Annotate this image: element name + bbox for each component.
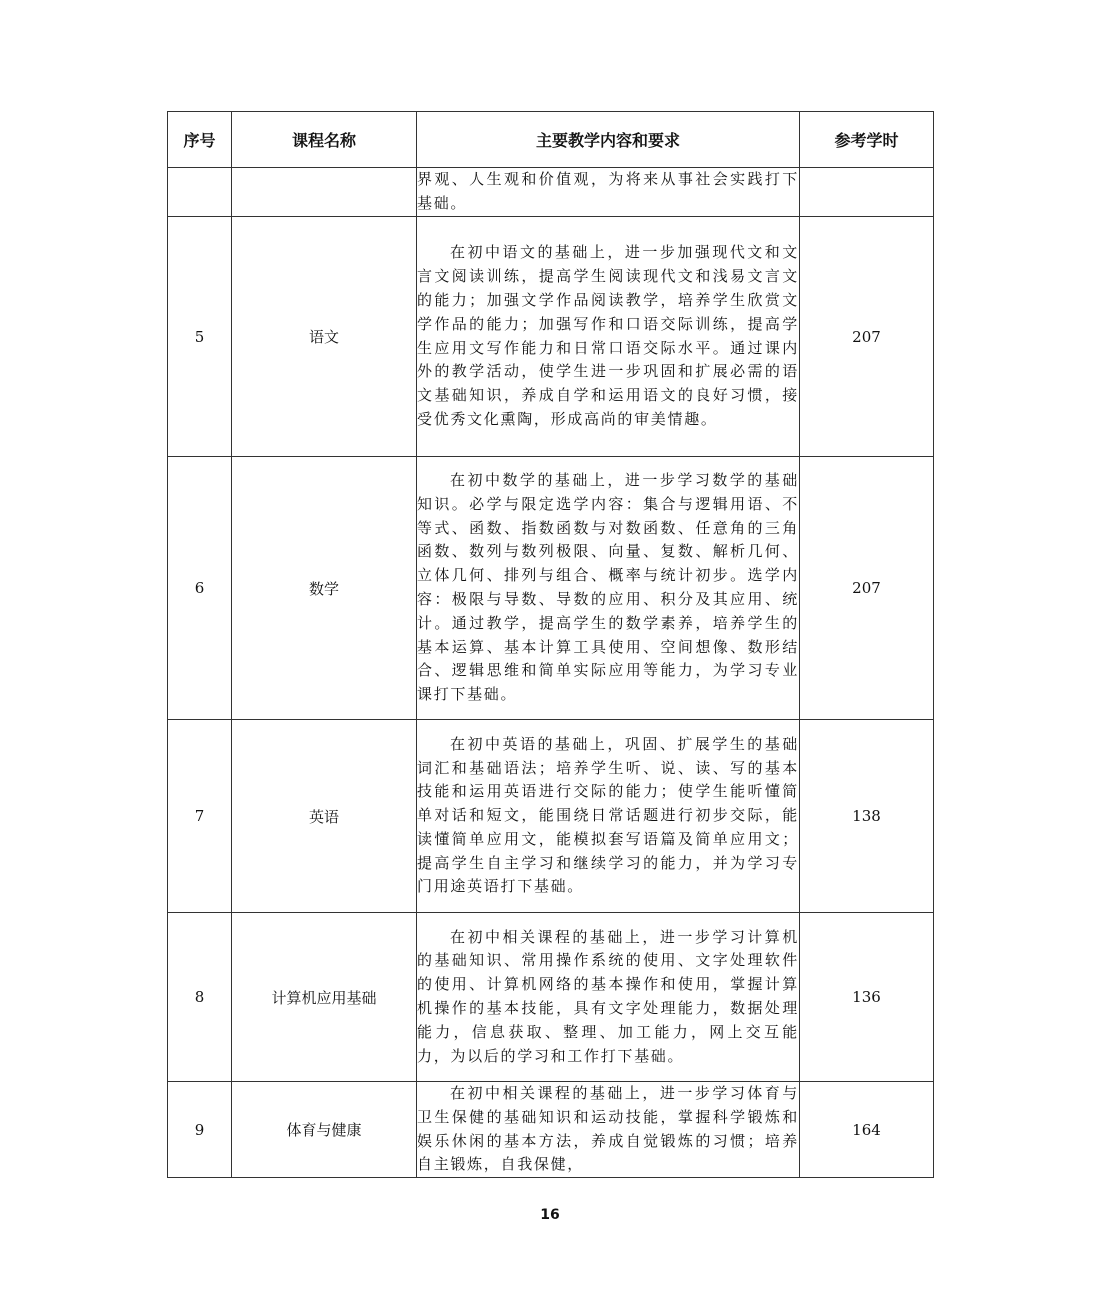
row-course-name: 英语 (232, 720, 417, 913)
row-num (168, 168, 232, 217)
row-content-cell (417, 1082, 800, 1178)
row-num: 8 (168, 913, 232, 1082)
row-content-cell (417, 457, 800, 720)
header-content: 主要教学内容和要求 (417, 112, 800, 168)
row-num: 9 (168, 1082, 232, 1178)
row-num: 7 (168, 720, 232, 913)
row-course-name (232, 168, 417, 217)
row-num: 6 (168, 457, 232, 720)
row-hours: 207 (800, 457, 934, 720)
row-content: 在初中相关课程的基础上，进一步学习体育与卫生保健的基础知识和运动技能，掌握科学锻炼和娱乐休闲的基本方法，养成自觉锻炼的习惯；培养自主锻炼，自我保健， (417, 1084, 799, 1174)
row-hours (800, 168, 934, 217)
row-content-cell (417, 217, 800, 457)
row-course-name: 语文 (232, 217, 417, 457)
row-content: 在初中语文的基础上，进一步加强现代文和文言文阅读训练，提高学生阅读现代文和浅易文言文的能力；加强文学作品阅读教学，培养学生欣赏文学作品的能力；加强写作和口语交际训练，提高学生应用文写作能力和日常口语交际水平。通过课内外的教学活动，使学生进一步巩固和扩展必需的语文基础知识，养成自学和运用语文的良好习惯，接受优秀文化熏陶，形成高尚的审美情趣。 (417, 243, 799, 428)
header-hours: 参考学时 (800, 112, 934, 168)
row-content: 在初中数学的基础上，进一步学习数学的基础知识。必学与限定选学内容：集合与逻辑用语、不等式、函数、指数函数与对数函数、任意角的三角函数、数列与数列极限、向量、复数、解析几何、立体几何、排列与组合、概率与统计初步。选学内容：极限与导数、导数的应用、积分及其应用、统计。通过教学，提高学生的数学素养，培养学生的基本运算、基本计算工具使用、空间想像、数形结合、逻辑思维和简单实际应用等能力，为学习专业课打下基础。 (417, 471, 799, 704)
table-row (168, 217, 934, 457)
header-row (168, 112, 934, 168)
header-course-name: 课程名称 (232, 112, 417, 168)
row-course-name: 计算机应用基础 (232, 913, 417, 1082)
row-num: 5 (168, 217, 232, 457)
course-table (167, 111, 934, 1178)
row-hours: 207 (800, 217, 934, 457)
row-content: 在初中英语的基础上，巩固、扩展学生的基础词汇和基础语法；培养学生听、说、读、写的基本技能和运用英语进行交际的能力；使学生能听懂简单对话和短文，能围绕日常话题进行初步交际，能读懂简单应用文，能模拟套写语篇及简单应用文；提高学生自主学习和继续学习的能力，并为学习专门用途英语打下基础。 (417, 734, 799, 896)
table-row (168, 168, 934, 217)
row-content: 在初中相关课程的基础上，进一步学习计算机的基础知识、常用操作系统的使用、文字处理软件的使用、计算机网络的基本操作和使用，掌握计算机操作的基本技能，具有文字处理能力，数据处理能力，信息获取、整理、加工能力，网上交互能力，为以后的学习和工作打下基础。 (417, 927, 799, 1065)
row-hours: 136 (800, 913, 934, 1082)
row-course-name: 数学 (232, 457, 417, 720)
row-content-cell (417, 913, 800, 1082)
table-row (168, 1082, 934, 1178)
row-hours: 138 (800, 720, 934, 913)
table-row (168, 457, 934, 720)
row-content-cell (417, 720, 800, 913)
row-content: 界观、人生观和价值观，为将来从事社会实践打下基础。 (417, 170, 799, 212)
row-hours: 164 (800, 1082, 934, 1178)
table-row (168, 720, 934, 913)
header-num: 序号 (168, 112, 232, 168)
page-number: 16 (540, 1207, 560, 1223)
row-course-name: 体育与健康 (232, 1082, 417, 1178)
row-content-cell (417, 168, 800, 217)
table-row (168, 913, 934, 1082)
